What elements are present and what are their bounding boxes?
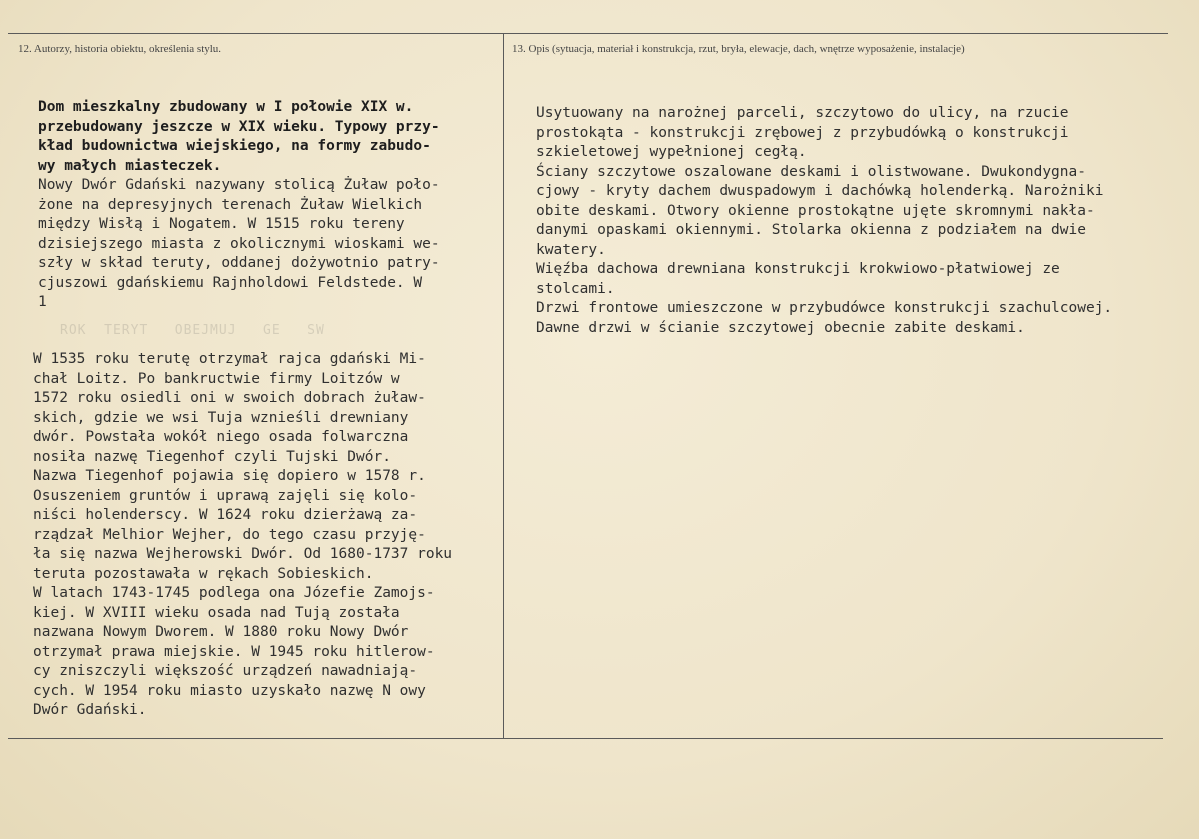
history-line: 1 (38, 294, 47, 310)
description-line: kwatery. (536, 241, 606, 258)
history-line: otrzymał prawa miejskie. W 1945 roku hitlerow- (33, 643, 435, 660)
history-line: ła się nazwa Wejherowski Dwór. Od 1680-1737 roku (33, 546, 453, 562)
history-line: Nazwa Tiegenhof pojawia się dopiero w 1578 r. (33, 468, 426, 484)
summary-line: Dom mieszkalny zbudowany w I połowie XIX w. (38, 99, 414, 115)
bottom-rule (8, 738, 1163, 739)
history-line: nosiła nazwę Tiegenhof czyli Tujski Dwór. (33, 448, 391, 465)
history-line: nazwana Nowym Dworem. W 1880 roku Nowy Dwór (33, 624, 409, 640)
history-line: kiej. W XVIII wieku osada nad Tują została (33, 604, 400, 621)
history-line: cych. W 1954 roku miasto uzyskało nazwę N owy (33, 682, 426, 699)
summary-line: przebudowany jeszcze w XIX wieku. Typowy przy- (38, 118, 440, 135)
description-line: Usytuowany na narożnej parceli, szczytowo do ulicy, na rzucie (536, 105, 1069, 121)
history-line: W latach 1743-1745 podlega ona Józefie Zamojs- (33, 585, 435, 601)
history-text-part1 (38, 98, 440, 313)
column-divider (503, 33, 504, 738)
section-12-header: 12. Autorzy, historia obiektu, określenia stylu. (18, 43, 222, 55)
description-line: szkieletowej wypełnionej cegłą. (536, 144, 807, 160)
history-line: W 1535 roku terutę otrzymał rajca gdański Mi- (33, 351, 426, 367)
history-line: cy zniszczyli większość urządzeń nawadniają- (33, 663, 418, 679)
section-13-header: 13. Opis (sytuacja, materiał i konstrukcja, rzut, bryła, elewacje, dach, wnętrze wyposażenie, instalacje) (512, 43, 965, 55)
faint-show-through-text: ROK TERYT OBEJMUJ GE SW (60, 323, 325, 338)
history-line: Dwór Gdański. (33, 702, 147, 718)
history-line: żone na depresyjnych terenach Żuław Wielkich (38, 196, 423, 213)
history-line: niści holenderscy. W 1624 roku dzierżawą za- (33, 507, 418, 523)
history-text-part2 (33, 350, 452, 721)
history-line: Nowy Dwór Gdański nazywany stolicą Żuław poło- (38, 177, 440, 193)
description-line: cjowy - kryty dachem dwuspadowym i dachówką holenderką. Narożniki (536, 183, 1104, 199)
description-line: prostokąta - konstrukcji zrębowej z przybudówką o konstrukcji (536, 124, 1069, 141)
history-line: dwór. Powstała wokół niego osada folwarczna (33, 429, 409, 445)
description-line: obite deskami. Otwory okienne prostokątne ujęte skromnymi nakła- (536, 202, 1095, 219)
top-rule (8, 33, 1168, 34)
history-line: dzisiejszego miasta z okolicznymi wioskami we- (38, 235, 440, 252)
description-line: Ściany szczytowe oszalowane deskami i olistwowane. Dwukondygna- (536, 163, 1086, 180)
history-line: cjuszowi gdańskiemu Rajnholdowi Feldstede. W (38, 274, 423, 291)
description-text (536, 104, 1112, 338)
description-line: Drzwi frontowe umieszczone w przybudówce konstrukcji szachulcowej. (536, 300, 1113, 316)
description-line: danymi opaskami okiennymi. Stolarka okienna z podziałem na dwie (536, 222, 1086, 238)
description-line: Dawne drzwi w ścianie szczytowej obecnie zabite deskami. (536, 319, 1025, 336)
history-line: rządzał Melhior Wejher, do tego czasu przyję- (33, 526, 426, 543)
description-line: Więźba dachowa drewniana konstrukcji krokwiowo-płatwiowej ze (536, 261, 1060, 277)
history-line: szły w skład teruty, oddanej dożywotnio patry- (38, 255, 440, 271)
history-line: chał Loitz. Po bankructwie firmy Loitzów w (33, 370, 400, 387)
history-line: między Wisłą i Nogatem. W 1515 roku tereny (38, 216, 405, 232)
history-line: 1572 roku osiedli oni w swoich dobrach żuław- (33, 390, 426, 406)
history-line: Osuszeniem gruntów i uprawą zajęli się kolo- (33, 487, 418, 504)
summary-line: kład budownictwa wiejskiego, na formy zabudo- (38, 138, 431, 154)
history-line: skich, gdzie we wsi Tuja wznieśli drewniany (33, 409, 409, 426)
description-line: stolcami. (536, 280, 615, 297)
history-line: teruta pozostawała w rękach Sobieskich. (33, 565, 374, 582)
summary-line: wy małych miasteczek. (38, 157, 222, 174)
